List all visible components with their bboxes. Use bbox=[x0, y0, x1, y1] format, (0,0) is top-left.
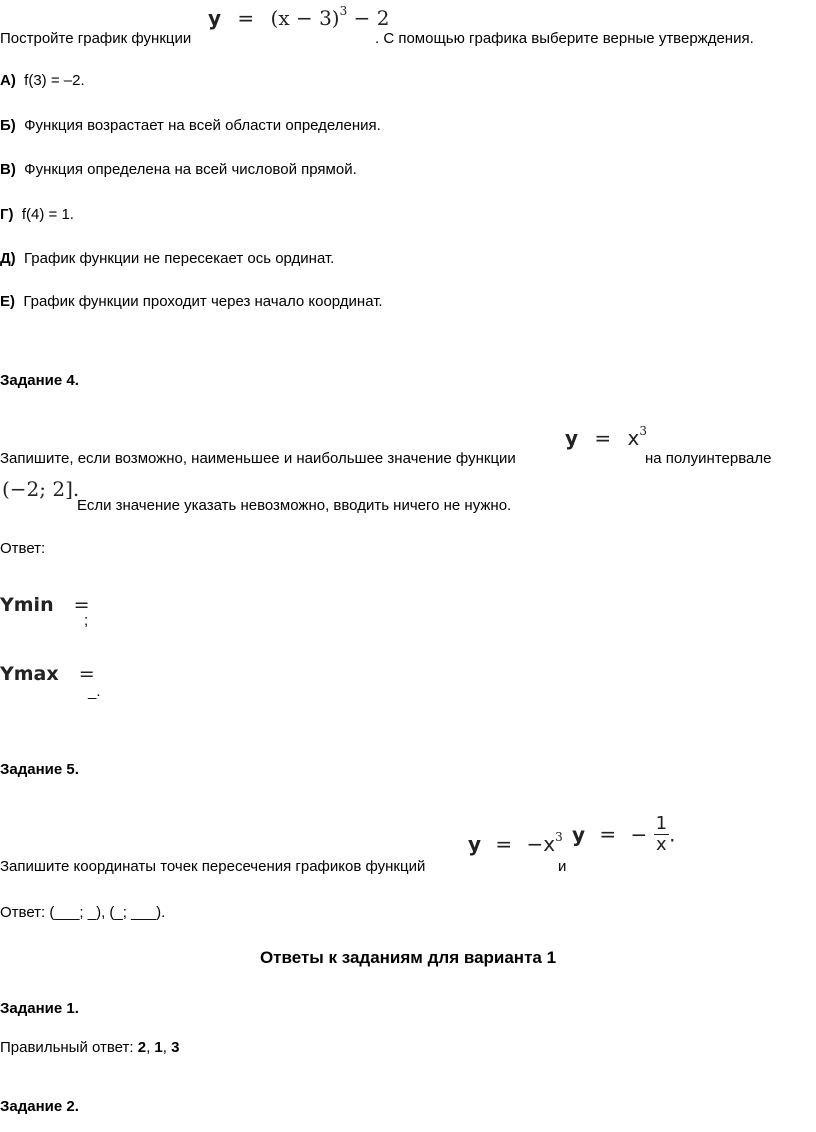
option-v: В) Функция определена на всей числовой прямой. bbox=[0, 161, 357, 178]
task4-formula: $y = x^3$ bbox=[565, 424, 648, 450]
task4-interval: (−2; 2]. bbox=[2, 477, 80, 501]
task4-answer-label: Ответ: bbox=[0, 540, 46, 557]
task5-text: Запишите координаты точек пересечения графиков функций bbox=[0, 858, 426, 875]
task4-heading: Задание 4. bbox=[0, 372, 79, 389]
option-d: Д) График функции не пересекает ось ординат. bbox=[0, 250, 335, 267]
task5-fraction: $\frac{1}{x}$ bbox=[655, 813, 668, 855]
task3-intro-after: . С помощью графика выберите верные утверждения. bbox=[375, 30, 754, 47]
task5-and: и bbox=[558, 858, 567, 875]
ymax-input[interactable]: _. bbox=[88, 683, 101, 700]
option-a: А) f(3) = –2. bbox=[0, 72, 85, 89]
task3-formula: $y = (x - 3)^3 - 2$ bbox=[208, 4, 390, 30]
ymax-label: Ymax = bbox=[0, 663, 95, 685]
task4-line1-before: Запишите, если возможно, наименьшее и наибольшее значение функции bbox=[0, 450, 516, 467]
task4-line1-after: на полуинтервале bbox=[645, 450, 772, 467]
ymin-label: Ymin = bbox=[0, 594, 90, 616]
task4-line2: Если значение указать невозможно, вводить ничего не нужно. bbox=[77, 497, 512, 514]
task3-intro-before: Постройте график функции bbox=[0, 30, 192, 47]
task5-answer[interactable]: Ответ: (___; _), (_; ___). bbox=[0, 904, 166, 921]
task3-intro bbox=[0, 30, 191, 47]
answers-task2-heading: Задание 2. bbox=[0, 1098, 79, 1115]
task5-formula2: y = − $\frac{1}{x}$ . bbox=[572, 813, 676, 855]
answers-title: Ответы к заданиям для варианта 1 bbox=[259, 948, 557, 967]
option-g: Г) f(4) = 1. bbox=[0, 206, 74, 223]
option-b: Б) Функция возрастает на всей области определения. bbox=[0, 117, 381, 134]
answers-task1-heading: Задание 1. bbox=[0, 1000, 79, 1017]
task5-heading: Задание 5. bbox=[0, 761, 79, 778]
ymin-input[interactable]: ; bbox=[84, 612, 89, 629]
answers-task1-line: Правильный ответ: 2, 1, 3 bbox=[0, 1039, 180, 1056]
option-e: Е) График функции проходит через начало координат. bbox=[0, 293, 383, 310]
task5-formula1: $y = -x^3$ bbox=[468, 830, 563, 856]
